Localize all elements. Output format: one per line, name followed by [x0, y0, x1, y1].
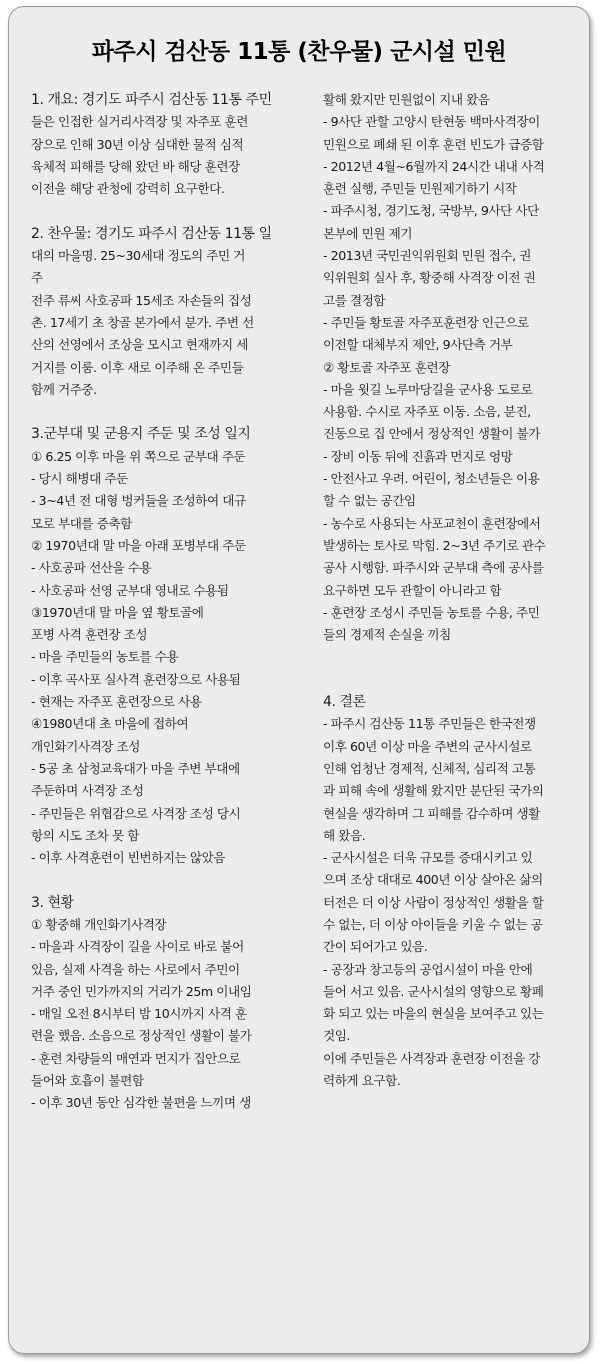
text-line: 이전할 대체부지 제안, 9사단측 거부 [323, 337, 513, 353]
text-line: ③1970년대 말 마을 옆 황토골에 [31, 604, 204, 620]
text-line: - 3~4년 전 대형 벙커들을 조성하여 대규 [31, 493, 246, 509]
text-line: 이에 주민들은 사격장과 훈련장 이전을 강 [323, 1050, 540, 1066]
text-line: 들은 인접한 실거리사격장 및 자주포 훈련 [31, 114, 248, 130]
text-line: 화 되고 있는 마을의 현실을 보여주고 있는 [323, 1006, 544, 1022]
text-line: ② 황토골 자주포 훈련장 [323, 359, 450, 375]
text-line: - 주민들은 위협감으로 사격장 조성 당시 [31, 805, 241, 821]
text-line: 이전을 해당 관청에 강력히 요구한다. [31, 181, 225, 197]
text-line: 활해 왔지만 민원없이 지내 왔음 [323, 92, 490, 107]
text-line: - 매일 오전 8시부터 밤 10시까지 사격 훈 [31, 1006, 247, 1022]
text-line: - 공장과 창고등의 공업시설이 마을 안에 [323, 961, 533, 977]
text-line: - 5공 초 삼청교육대가 마을 주변 부대에 [31, 760, 240, 776]
text-line: 개인화기사격장 조성 [31, 738, 140, 754]
blank-line [323, 646, 589, 668]
text-line: ① 6.25 이후 마을 위 쪽으로 군부대 주둔 [31, 448, 246, 464]
text-line: 터전은 더 이상 사람이 정상적인 생활을 할 [323, 894, 544, 910]
text-line: 익위원회 실사 후, 황중해 사격장 이전 권 [323, 270, 536, 286]
text-line: 고를 결정함 [323, 292, 386, 308]
text-line: 주 [31, 270, 43, 286]
text-line: 있음, 실제 사격을 하는 사로에서 주민이 [31, 961, 240, 977]
text-line: - 농수로 사용되는 사포교천이 훈련장에서 [323, 515, 541, 531]
text-line: - 2012년 4월~6월까지 24시간 내내 사격 [323, 158, 545, 174]
text-line: - 9사단 관할 고양시 탄현동 백마사격장이 [323, 114, 540, 130]
text-line: - 주민들 황토골 자주포훈련장 인근으로 [323, 314, 529, 330]
text-line: 련을 했음. 소음으로 정상적인 생활이 불가 [31, 1028, 252, 1044]
text-line: - 파주시 검산동 11통 주민들은 한국전쟁 [323, 716, 536, 732]
text-line: 들어와 호흡이 불편함 [31, 1073, 144, 1089]
text-line: 공사 시행함. 파주시와 군부대 측에 공사를 [323, 560, 544, 576]
text-line: ① 황중해 개인화기사격장 [31, 916, 167, 932]
text-line: 민원으로 폐쇄 된 이후 훈련 빈도가 급증함 [323, 136, 544, 152]
text-line: 함께 거주중. [31, 381, 97, 397]
text-line: - 파주시청, 경기도청, 국방부, 9사단 사단 [323, 203, 539, 219]
blank-line [31, 869, 299, 891]
text-line: 간이 되어가고 있음. [323, 939, 428, 955]
text-line: - 훈련 차량들의 매연과 먼지가 집안으로 [31, 1050, 241, 1066]
text-line: - 현재는 자주포 훈련장으로 사용 [31, 694, 202, 710]
text-line: 포병 사격 훈련장 조성 [31, 627, 148, 643]
text-line: 으며 조상 대대로 400년 이상 살아온 삶의 [323, 872, 543, 888]
page-title: 파주시 검산동 11통 (찬우물) 군시설 민원 [91, 39, 507, 65]
text-line: 주둔하며 사격장 조성 [31, 783, 144, 799]
text-line: 발생하는 토사로 막힘. 2~3년 주기로 관수 [323, 537, 546, 553]
text-line: 들어 서고 있음. 군사시설의 영향으로 황폐 [323, 983, 544, 999]
left-column [31, 89, 299, 1115]
text-line: 산의 선영에서 조상을 모시고 현재까지 세 [31, 337, 248, 353]
text-line: 할 수 없는 공간임 [323, 493, 416, 509]
text-line: - 사호공파 선산을 수용 [31, 560, 152, 576]
blank-line [31, 200, 299, 222]
text-line: 거지를 이룸. 이후 새로 이주해 온 주민들 [31, 359, 244, 375]
text-line: 육체적 피해를 당해 왔던 바 해당 훈련장 [31, 158, 240, 174]
text-line: - 이후 30년 동안 심각한 불편을 느끼며 생 [31, 1095, 251, 1111]
text-line: 진동으로 집 안에서 정상적인 생활이 불가 [323, 426, 540, 442]
text-line: 이후 60년 이상 마을 주변의 군사시설로 [323, 738, 532, 754]
notice-card [8, 6, 590, 1354]
text-line: 수 없는, 더 이상 아이들을 키울 수 없는 공 [323, 916, 543, 932]
text-line: - 2013년 국민권익위원회 민원 접수, 권 [323, 248, 531, 264]
text-line: 사용함. 수시로 자주포 이동. 소음, 분진, [323, 404, 531, 420]
text-line: 전주 류씨 사호공파 15세조 자손들의 집성 [31, 292, 252, 308]
text-line: - 마을과 사격장이 길을 사이로 바로 붙어 [31, 939, 244, 955]
text-line: 들의 경제적 손실을 끼침 [323, 627, 451, 643]
text-line: 촌. 17세기 초 창골 본가에서 분가. 주변 선 [31, 314, 254, 330]
text-line: - 당시 해병대 주둔 [31, 471, 128, 487]
text-line: - 장비 이동 뒤에 진흙과 먼지로 엉망 [323, 448, 513, 464]
text-line: - 안전사고 우려. 어린이, 청소년들은 이용 [323, 471, 540, 487]
text-line: 해 왔음. [323, 827, 366, 843]
text-line: - 군사시설은 더욱 규모를 증대시키고 있 [323, 850, 533, 866]
right-column [323, 89, 589, 1092]
text-line: ② 1970년대 말 마을 아래 포병부대 주둔 [31, 537, 246, 553]
blank-line [31, 401, 299, 423]
text-line: - 마을 윗길 노루마당길을 군사용 도로로 [323, 381, 533, 397]
text-line: 요구하면 모두 관할이 아니라고 함 [323, 582, 502, 598]
section-heading: 2. 찬우물: 경기도 파주시 검산동 11통 일 [31, 225, 272, 242]
text-line: 과 피해 속에 생활해 왔지만 분단된 국가의 [323, 783, 544, 799]
text-line: 항의 시도 조차 못 함 [31, 827, 139, 843]
section-heading: 1. 개요: 경기도 파주시 검산동 11통 주민 [31, 92, 272, 108]
text-line: 대의 마을명. 25~30세대 정도의 주민 거 [31, 248, 245, 264]
text-line: - 이후 곡사포 실사격 훈련장으로 사용됨 [31, 671, 241, 687]
text-line: - 훈련장 조성시 주민들 농토를 수용, 주민 [323, 604, 540, 620]
section-heading: 3. 현황 [31, 894, 74, 911]
text-line: ④1980년대 초 마을에 접하여 [31, 716, 189, 732]
text-line: 거주 중인 민가까지의 거리가 25m 이내임 [31, 983, 252, 999]
text-line: 현실을 생각하며 그 피해를 감수하며 생활 [323, 805, 540, 821]
blank-line [323, 669, 589, 691]
text-line: 본부에 민원 제기 [323, 225, 413, 241]
text-line: 력하게 요구함. [323, 1073, 401, 1089]
section-heading: 4. 결론 [323, 694, 366, 711]
text-line: 훈련 실행, 주민들 민원제기하기 시작 [323, 181, 517, 197]
text-line: - 사호공파 선영 군부대 영내로 수용됨 [31, 582, 229, 598]
text-line: 인해 엄청난 경제적, 신체적, 심리적 고통 [323, 760, 536, 776]
text-line: 장으로 인해 30년 이상 심대한 물적 심적 [31, 136, 244, 152]
text-line: - 이후 사격훈련이 빈번하지는 않았음 [31, 850, 226, 866]
text-line: - 마을 주민들의 농토를 수용 [31, 649, 179, 665]
text-line: 것임. [323, 1028, 350, 1044]
text-line: 모로 부대를 증축함 [31, 515, 132, 531]
section-heading: 3.군부대 및 군용지 주둔 및 조성 일지 [31, 426, 251, 443]
